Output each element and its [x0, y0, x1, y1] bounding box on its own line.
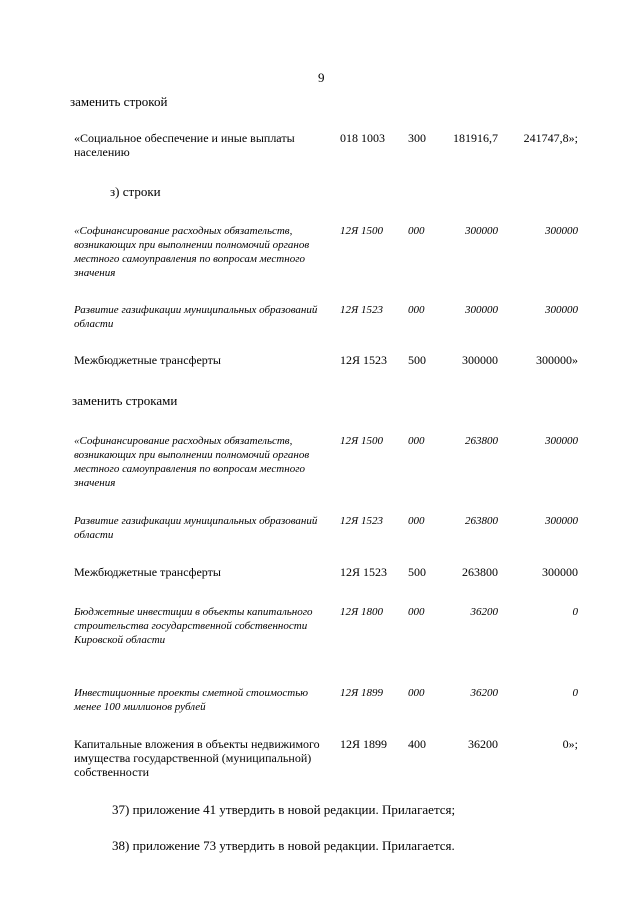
page-number: 9 — [318, 70, 325, 85]
row-sum1: 300000 — [462, 353, 498, 367]
row-vr: 500 — [408, 353, 426, 367]
row-sum1: 263800 — [465, 515, 498, 527]
row-sum2: 300000 — [545, 304, 578, 316]
row-vr: 000 — [408, 687, 425, 699]
row-name: Бюджетные инвестиции в объекты капитального строительства государственной собственности Кировской области — [74, 606, 313, 646]
row-vr: 000 — [408, 515, 425, 527]
row-sum1: 36200 — [470, 687, 498, 699]
row-vr: 400 — [408, 737, 426, 751]
row-name: Капитальные вложения в объекты недвижимого имущества государственной (муниципальной) собственности — [74, 737, 320, 779]
row-code: 12Я 1500 — [340, 225, 383, 237]
footer-item-38: 38) приложение 73 утвердить в новой редакции. Прилагается. — [112, 838, 455, 853]
row-sum1: 263800 — [465, 435, 498, 447]
row-name: Развитие газификации муниципальных образований области — [74, 304, 318, 330]
row-sum1: 36200 — [470, 606, 498, 618]
row-sum2: 300000 — [545, 435, 578, 447]
row-code: 12Я 1523 — [340, 515, 383, 527]
row-name: «Софинансирование расходных обязательств, возникающих при выполнении полномочий органов местного самоуправления по вопросам местного значения — [74, 435, 310, 489]
heading-section-z: з) строки — [110, 184, 161, 199]
row-code: 12Я 1523 — [340, 565, 388, 579]
row-vr: 000 — [408, 606, 425, 618]
row-sum1: 181916,7 — [453, 131, 498, 145]
row-sum2: 300000 — [542, 565, 578, 579]
row-sum1: 300000 — [465, 225, 498, 237]
row-name: Развитие газификации муниципальных образований области — [74, 515, 318, 541]
row-sum2: 0 — [572, 606, 578, 618]
row-code: 12Я 1899 — [340, 687, 383, 699]
row-sum2: 0»; — [562, 737, 578, 751]
row-sum2: 241747,8»; — [523, 131, 578, 145]
row-vr: 000 — [408, 435, 425, 447]
row-name: Межбюджетные трансферты — [74, 353, 221, 367]
row-code: 018 1003 — [340, 131, 385, 145]
row-name: «Софинансирование расходных обязательств, возникающих при выполнении полномочий органов местного самоуправления по вопросам местного значения — [74, 225, 310, 279]
row-name: «Социальное обеспечение и иные выплаты населению — [74, 131, 295, 159]
row-code: 12Я 1523 — [340, 353, 388, 367]
row-code: 12Я 1523 — [340, 304, 383, 316]
footer-item-37: 37) приложение 41 утвердить в новой редакции. Прилагается; — [112, 802, 456, 817]
row-sum2: 300000» — [536, 353, 578, 367]
row-sum1: 300000 — [465, 304, 498, 316]
row-sum1: 36200 — [468, 737, 498, 751]
row-vr: 000 — [408, 304, 425, 316]
row-sum2: 300000 — [545, 225, 578, 237]
row-sum1: 263800 — [462, 565, 498, 579]
row-name: Межбюджетные трансферты — [74, 565, 221, 579]
row-vr: 000 — [408, 225, 425, 237]
row-name: Инвестиционные проекты сметной стоимостью менее 100 миллионов рублей — [74, 687, 308, 713]
heading-replace-row: заменить строкой — [70, 94, 168, 109]
row-sum2: 300000 — [545, 515, 578, 527]
row-code: 12Я 1899 — [340, 737, 388, 751]
row-sum2: 0 — [572, 687, 578, 699]
row-vr: 300 — [408, 131, 426, 145]
heading-replace-rows: заменить строками — [72, 393, 178, 408]
row-vr: 500 — [408, 565, 426, 579]
row-code: 12Я 1500 — [340, 435, 383, 447]
row-code: 12Я 1800 — [340, 606, 383, 618]
